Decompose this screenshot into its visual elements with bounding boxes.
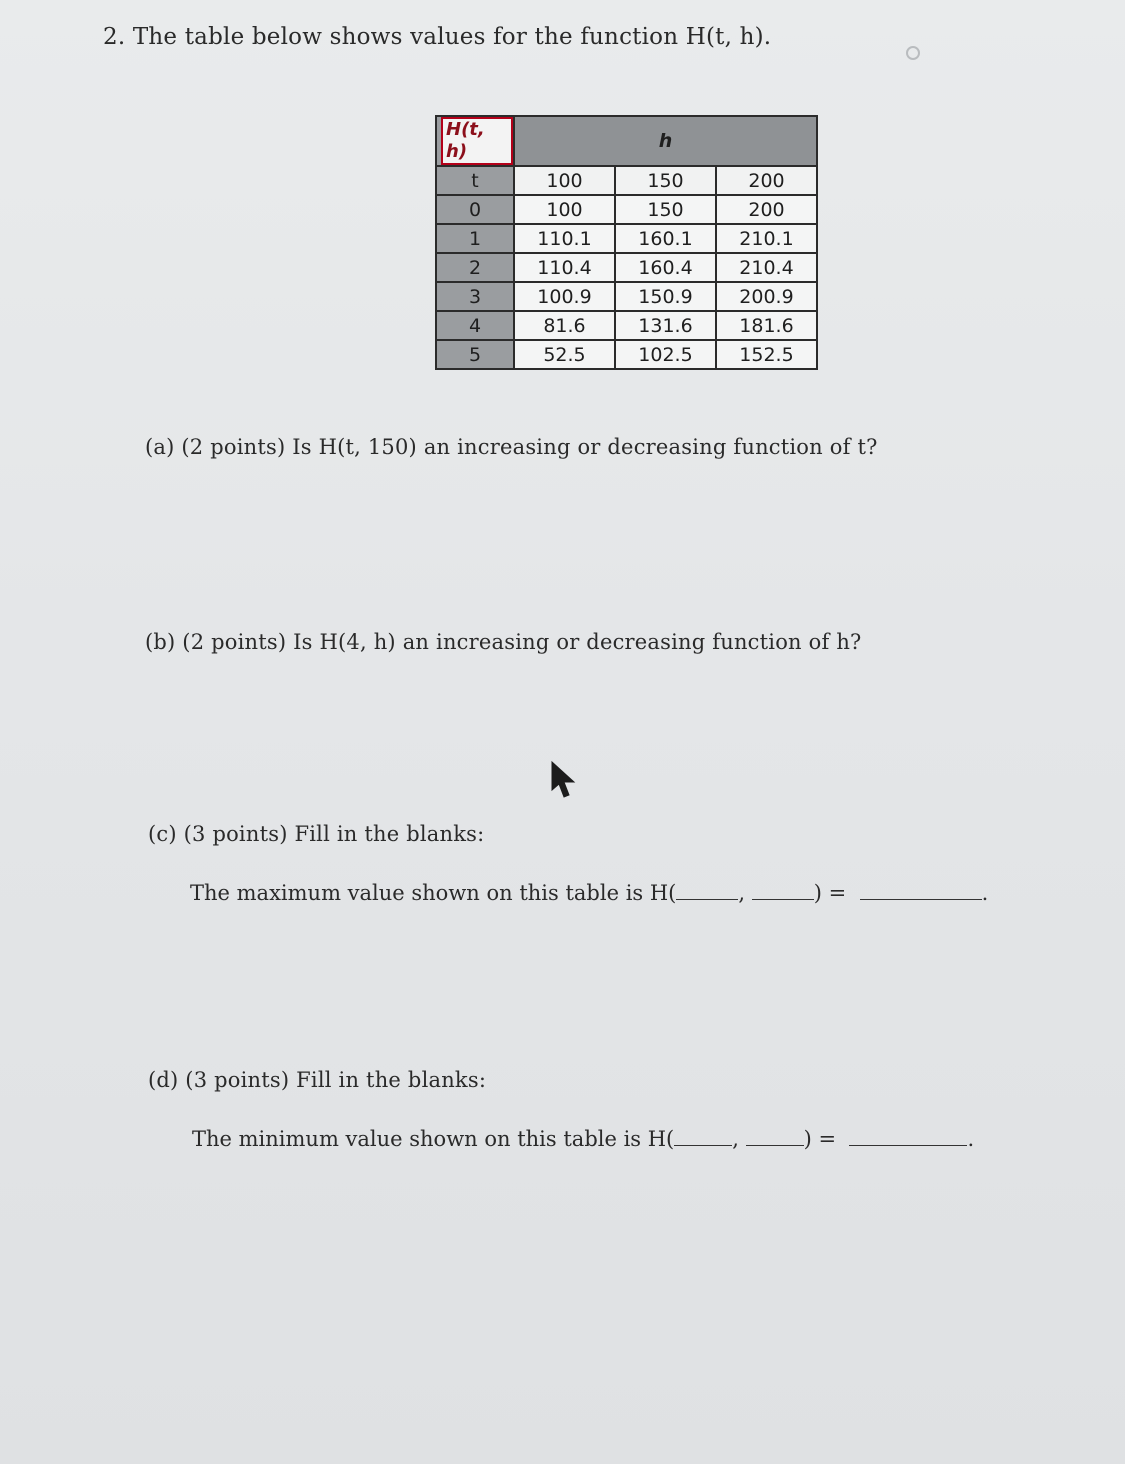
- max-t-blank[interactable]: [676, 881, 738, 900]
- min-t-blank[interactable]: [674, 1127, 732, 1146]
- table-cell: 110.1: [514, 224, 615, 253]
- table-column-row: [436, 166, 817, 195]
- row-label: 2: [436, 253, 514, 282]
- hole-punch-mark: [906, 46, 920, 60]
- min-fill-text: The minimum value shown on this table is H(: [192, 1127, 675, 1151]
- row-label: 3: [436, 282, 514, 311]
- question-a: (a) (2 points) Is H(t, 150) an increasing or decreasing function of t?: [145, 435, 878, 459]
- problem-title: 2. The table below shows values for the function H(t, h).: [103, 24, 772, 50]
- table-corner-label: H(t, h): [441, 117, 513, 165]
- t-variable-header: t: [436, 166, 514, 195]
- row-label: 0: [436, 195, 514, 224]
- table-cell: 131.6: [615, 311, 716, 340]
- table-cell: 150.9: [615, 282, 716, 311]
- table-cell: 100: [514, 195, 615, 224]
- table-corner-cell: [436, 116, 514, 166]
- row-label: 1: [436, 224, 514, 253]
- table-cell: 52.5: [514, 340, 615, 369]
- table-header-row: [436, 116, 817, 166]
- row-label: 4: [436, 311, 514, 340]
- max-value-blank[interactable]: [860, 881, 982, 900]
- table-row: [436, 195, 817, 224]
- table-cell: 200: [716, 195, 817, 224]
- table-cell: 81.6: [514, 311, 615, 340]
- table-row: [436, 224, 817, 253]
- min-value-blank[interactable]: [849, 1127, 967, 1146]
- table-cell: 152.5: [716, 340, 817, 369]
- table-row: [436, 311, 817, 340]
- table-row: [436, 253, 817, 282]
- row-label: 5: [436, 340, 514, 369]
- column-header: 150: [615, 166, 716, 195]
- h-variable-header: h: [514, 116, 817, 166]
- question-c: (c) (3 points) Fill in the blanks:: [148, 822, 485, 846]
- column-header: 100: [514, 166, 615, 195]
- table-cell: 210.4: [716, 253, 817, 282]
- table-cell: 110.4: [514, 253, 615, 282]
- question-d: (d) (3 points) Fill in the blanks:: [148, 1068, 487, 1092]
- table-row: [436, 340, 817, 369]
- max-fill-text: The maximum value shown on this table is H(: [190, 881, 677, 905]
- table-row: [436, 282, 817, 311]
- function-table: [435, 115, 818, 370]
- table-cell: 181.6: [716, 311, 817, 340]
- table-cell: 102.5: [615, 340, 716, 369]
- column-header: 200: [716, 166, 817, 195]
- table-cell: 160.1: [615, 224, 716, 253]
- mouse-pointer-icon: [548, 760, 578, 802]
- table-cell: 100.9: [514, 282, 615, 311]
- max-fill-sentence: The maximum value shown on this table is H( , ) = .: [190, 881, 989, 905]
- table-cell: 150: [615, 195, 716, 224]
- min-h-blank[interactable]: [746, 1127, 804, 1146]
- table-cell: 200.9: [716, 282, 817, 311]
- question-b: (b) (2 points) Is H(4, h) an increasing or decreasing function of h?: [145, 630, 862, 654]
- max-h-blank[interactable]: [752, 881, 814, 900]
- table-cell: 210.1: [716, 224, 817, 253]
- min-fill-sentence: The minimum value shown on this table is H( , ) = .: [192, 1127, 975, 1151]
- table-cell: 160.4: [615, 253, 716, 282]
